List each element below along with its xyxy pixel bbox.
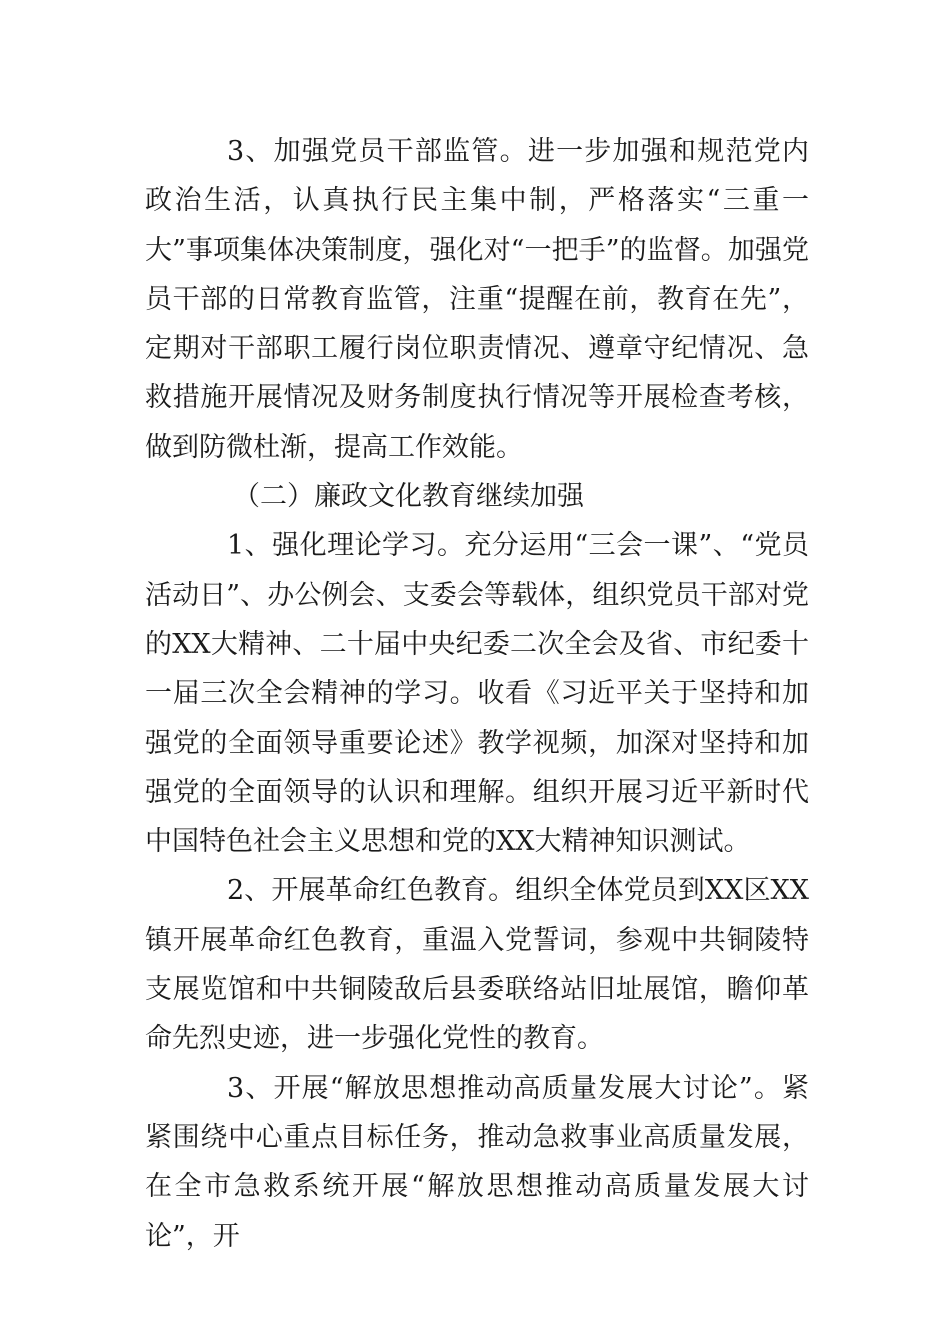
document-body	[145, 127, 809, 1261]
paragraph-red-education: 2、开展革命红色教育。组织全体党员到XX区XX镇开展革命红色教育，重温入党誓词，参观中共铜陵特支展览馆和中共铜陵敌后县委联络站旧址展馆，瞻仰革命先烈史迹，进一步强化党性的教育。	[145, 875, 809, 1055]
paragraph-theory-study: 1、强化理论学习。充分运用“三会一课”、“党员活动日”、办公例会、支委会等载体，组织党员干部对党的XX大精神、二十届中央纪委二次全会及省、市纪委十一届三次全会精神的学习。收看《习近平关于坚持和加强党的全面领导重要论述》教学视频，加深对坚持和加强党的全面领导的认识和理解。组织开展习近平新时代中国特色社会主义思想和党的XX大精神知识测试。	[145, 530, 809, 858]
section-heading-integrity-education: （二）廉政文化教育继续加强	[233, 481, 584, 513]
paragraph-cadre-supervision: 3、加强党员干部监管。进一步加强和规范党内政治生活，认真执行民主集中制，严格落实“三重一大”事项集体决策制度，强化对“一把手”的监督。加强党员干部的日常教育监管，注重“提醒在前，教育在先”，定期对干部职工履行岗位职责情况、遵章守纪情况、急救措施开展情况及财务制度执行情况等开展检查考核，做到防微杜渐，提高工作效能。	[145, 136, 809, 463]
paragraph-discussion: 3、开展“解放思想推动高质量发展大讨论”。紧紧围绕中心重点目标任务，推动急救事业高质量发展，在全市急救系统开展“解放思想推动高质量发展大讨论”，开	[145, 1072, 809, 1252]
